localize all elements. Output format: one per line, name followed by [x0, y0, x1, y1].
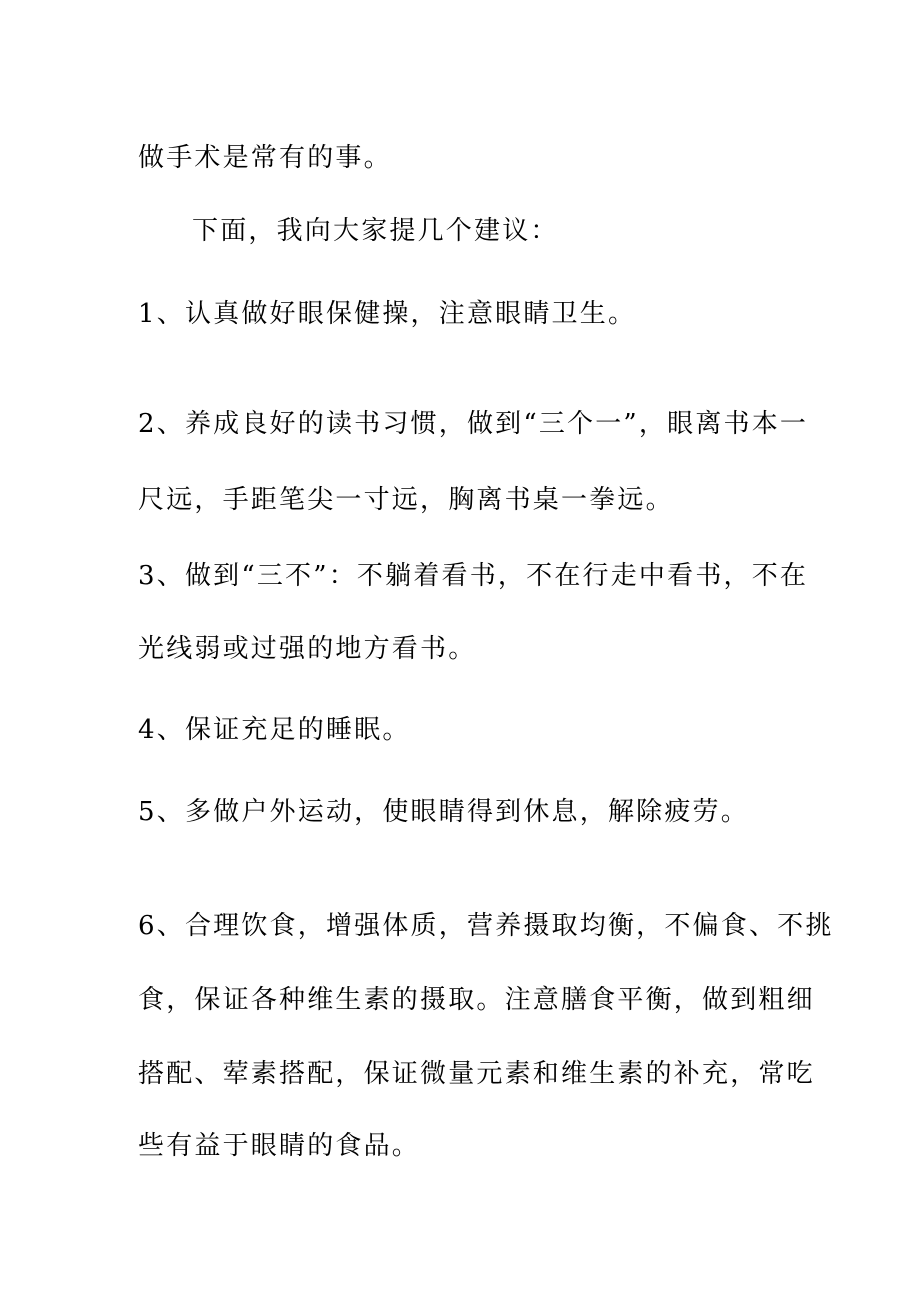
list-item-6-line-4: 些有益于眼睛的食品。: [138, 1131, 421, 1161]
list-item-6-line-1: 6、合理饮食，增强体质，营养摄取均衡，不偏食、不挑: [138, 911, 834, 941]
list-item-5: 5、多做户外运动，使眼睛得到休息，解除疲劳。: [138, 797, 749, 827]
list-item-1: 1、认真做好眼保健操，注意眼睛卫生。: [138, 299, 637, 329]
paragraph-line-continuation: 做手术是常有的事。: [138, 143, 392, 173]
list-item-3-line-2: 光线弱或过强的地方看书。: [138, 634, 477, 664]
paragraph-line-intro: 下面，我向大家提几个建议：: [192, 216, 559, 246]
list-item-6-line-2: 食，保证各种维生素的摄取。注意膳食平衡，做到粗细: [138, 985, 815, 1015]
list-item-6-line-3: 搭配、荤素搭配，保证微量元素和维生素的补充，常吃: [138, 1059, 815, 1089]
list-item-2-line-2: 尺远，手距笔尖一寸远，胸离书桌一拳远。: [138, 485, 674, 515]
list-item-4: 4、保证充足的睡眠。: [138, 715, 411, 745]
list-item-2-line-1: 2、养成良好的读书习惯，做到“三个一”，眼离书本一: [138, 409, 809, 439]
list-item-3-line-1: 3、做到“三不”：不躺着看书，不在行走中看书，不在: [138, 561, 809, 591]
